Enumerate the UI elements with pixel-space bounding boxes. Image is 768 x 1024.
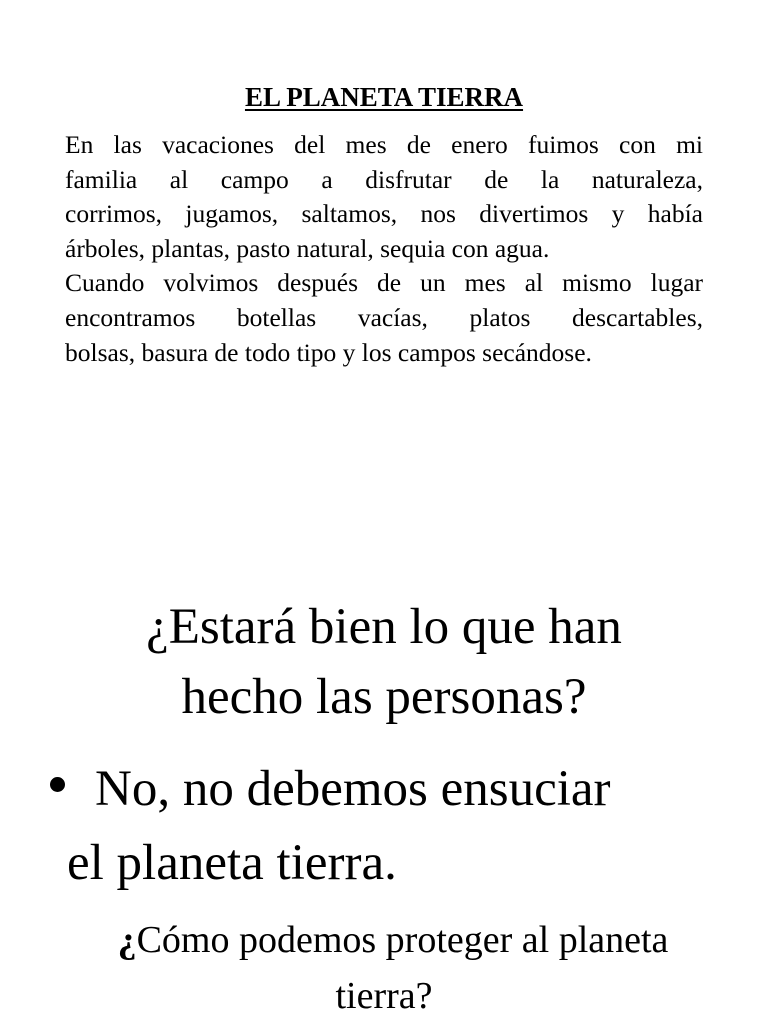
- paragraph-line: familia al campo a disfrutar de la naturaleza,: [65, 164, 703, 194]
- paragraph-line: En las vacaciones del mes de enero fuimos con mi: [65, 130, 703, 159]
- page-title: EL PLANETA TIERRA: [244, 82, 524, 112]
- paragraph-line: árboles, plantas, pasto natural, sequia con agua.: [65, 233, 550, 263]
- answer-line: No, no debemos ensuciar: [95, 761, 611, 817]
- answer-first-row: [50, 752, 750, 826]
- inverted-question-mark: ¿: [117, 919, 137, 961]
- question-two: [0, 912, 768, 1024]
- paragraph-line: Cuando volvimos después de un mes al mismo lugar: [65, 268, 703, 298]
- bullet-icon: [50, 777, 65, 792]
- answer-bullet: [50, 752, 750, 900]
- question-two-line: tierra?: [335, 975, 433, 1017]
- story-paragraph: [65, 128, 703, 370]
- paragraph-line: encontramos botellas vacías, platos descartables,: [65, 302, 703, 332]
- question-two-text: Cómo podemos proteger al planeta: [136, 919, 669, 961]
- answer-line: el planeta tierra.: [67, 835, 397, 891]
- question-one: [0, 592, 768, 732]
- question-two-line: [0, 912, 768, 968]
- question-one-line: hecho las personas?: [181, 669, 587, 725]
- question-one-line: ¿Estará bien lo que han: [146, 599, 622, 655]
- paragraph-line: corrimos, jugamos, saltamos, nos divertimos y había: [65, 199, 703, 229]
- paragraph-line: bolsas, basura de todo tipo y los campos secándose.: [65, 337, 592, 367]
